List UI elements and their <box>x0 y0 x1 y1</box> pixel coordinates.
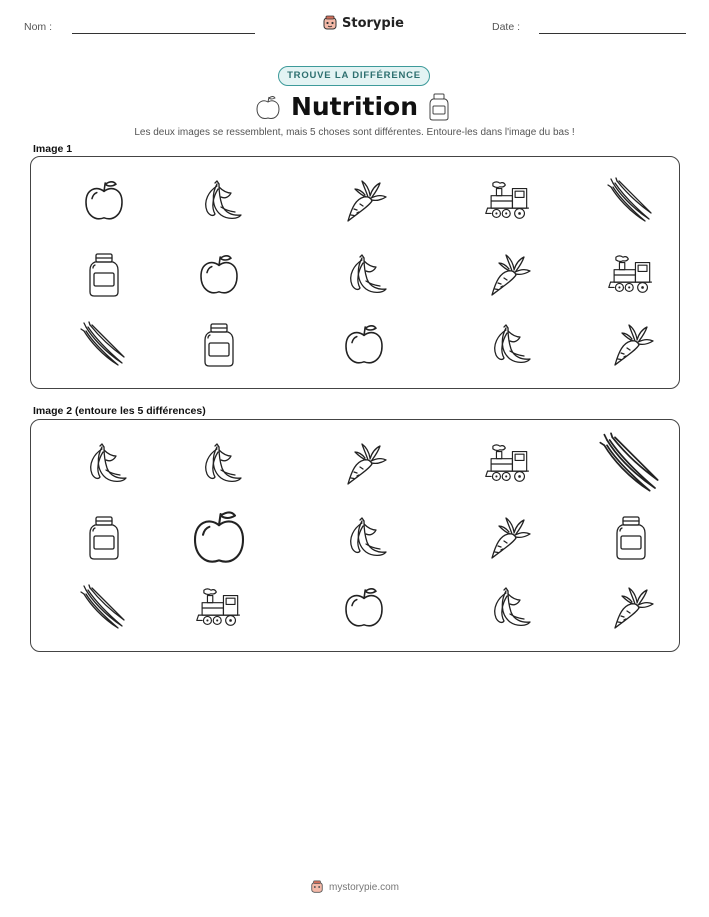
instructions: Les deux images se ressemblent, mais 5 choses sont différentes. Entoure-les dans l'image du bas ! <box>134 127 575 138</box>
green-beans-icon <box>601 173 661 229</box>
carrot-icon <box>478 247 538 303</box>
train-icon[interactable] <box>478 436 538 492</box>
banana-icon <box>189 173 249 229</box>
carrot-icon <box>601 317 661 373</box>
apple-icon[interactable] <box>334 580 394 636</box>
green-beans-icon <box>74 317 134 373</box>
green-beans-icon[interactable] <box>595 432 667 496</box>
footer <box>0 880 709 894</box>
page-title: Nutrition <box>290 92 419 121</box>
mascot-icon <box>310 880 324 894</box>
jar-icon <box>74 247 134 303</box>
jar-icon[interactable] <box>74 510 134 566</box>
carrot-icon[interactable] <box>601 580 661 636</box>
name-line[interactable] <box>72 33 255 34</box>
train-icon <box>478 173 538 229</box>
image1-panel <box>30 156 680 389</box>
image2-label: Image 2 (entoure les 5 différences) <box>33 405 206 417</box>
apple-icon <box>189 247 249 303</box>
banana-icon[interactable] <box>74 436 134 492</box>
green-beans-icon[interactable] <box>74 580 134 636</box>
name-label: Nom : <box>24 21 53 33</box>
mascot-icon <box>322 15 338 31</box>
apple-icon <box>334 317 394 373</box>
banana-icon[interactable] <box>334 510 394 566</box>
date-line[interactable] <box>539 33 686 34</box>
brand-logo <box>322 13 404 33</box>
banana-icon[interactable] <box>478 580 538 636</box>
brand-name: Storypie <box>342 15 404 31</box>
jar-icon <box>189 317 249 373</box>
banana-icon[interactable] <box>189 436 249 492</box>
banana-icon <box>334 247 394 303</box>
date-label: Date : <box>492 21 521 33</box>
train-icon <box>601 247 661 303</box>
carrot-icon[interactable] <box>334 436 394 492</box>
carrot-icon <box>334 173 394 229</box>
apple-icon <box>74 173 134 229</box>
banana-icon <box>478 317 538 373</box>
jar-icon[interactable] <box>601 510 661 566</box>
carrot-icon[interactable] <box>478 510 538 566</box>
image2-panel[interactable] <box>30 419 680 652</box>
activity-badge: TROUVE LA DIFFÉRENCE <box>278 66 430 86</box>
footer-url[interactable]: mystorypie.com <box>328 881 399 893</box>
train-icon[interactable] <box>189 580 249 636</box>
image1-label: Image 1 <box>33 143 73 155</box>
jar-icon <box>428 92 450 122</box>
apple-icon[interactable] <box>183 506 255 570</box>
